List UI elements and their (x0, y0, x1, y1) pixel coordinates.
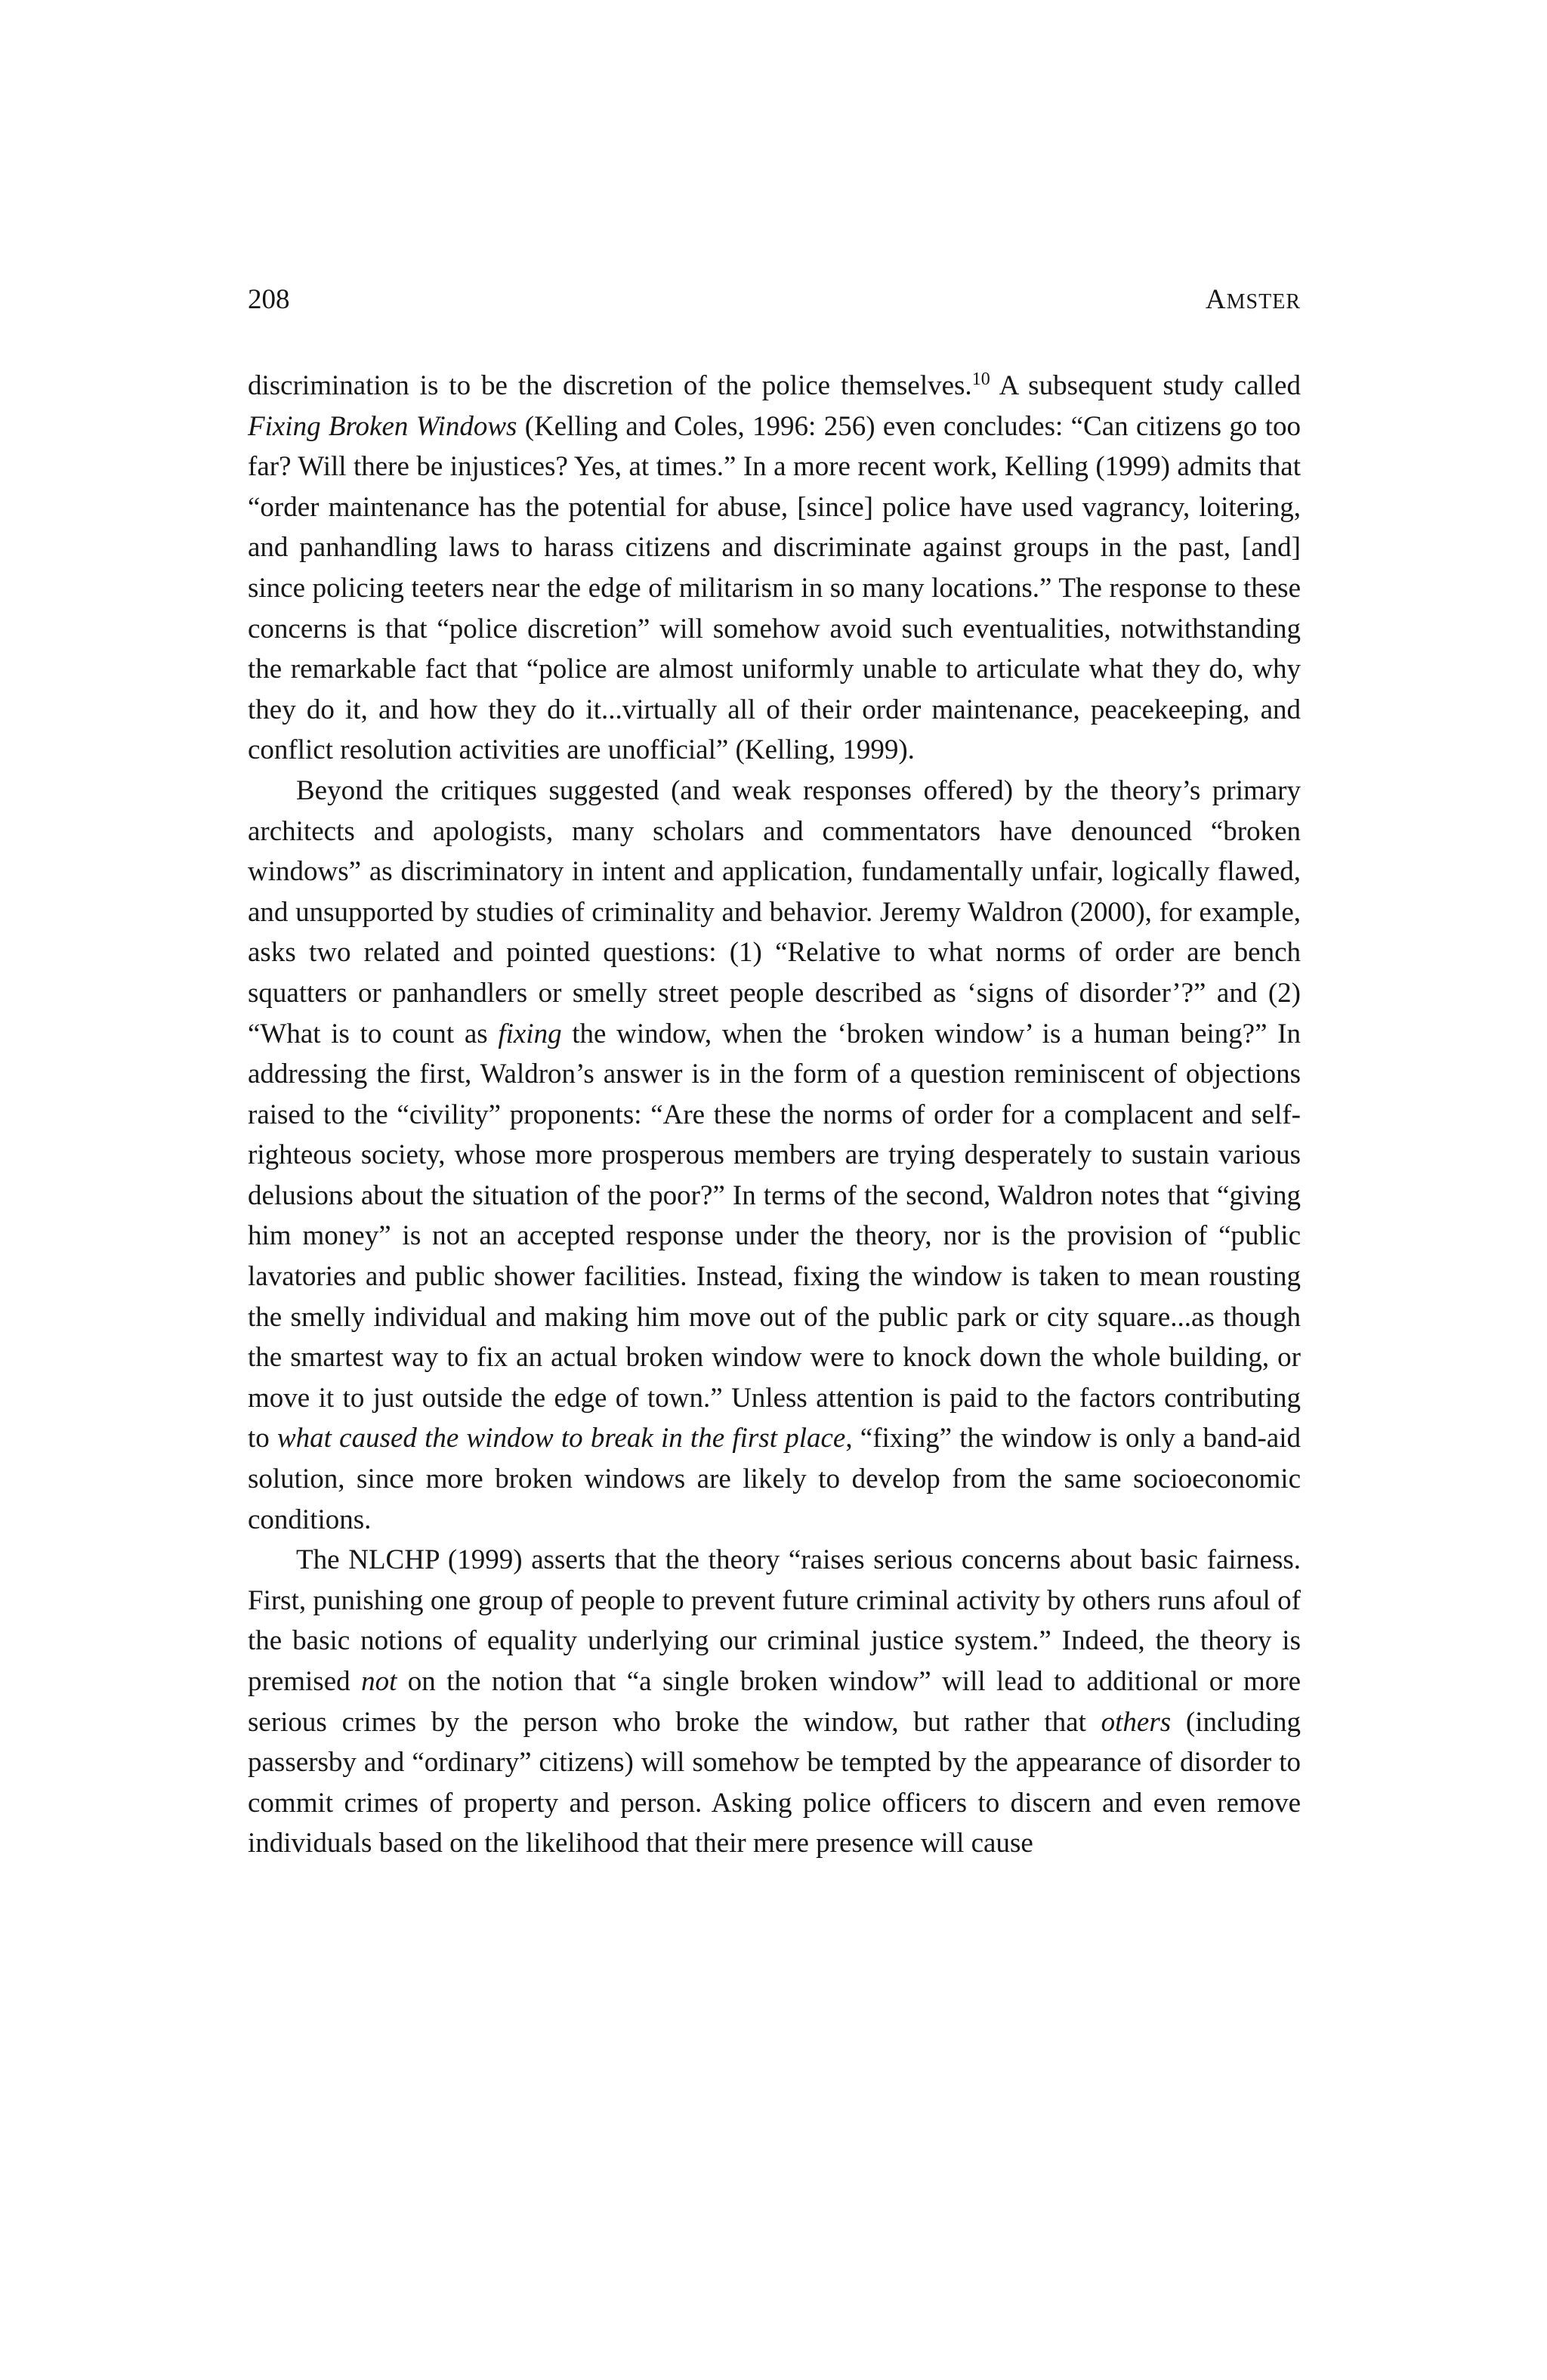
italic-run: what caused the window to break in the first place (277, 1423, 846, 1454)
italic-run: not (361, 1666, 397, 1697)
text-run: A subsequent study called (990, 370, 1301, 401)
author-small-caps: MSTER (1226, 290, 1301, 314)
text-run: on the notion that “a single broken window” will lead to additional or more serious crimes by the person who broke the window, but rather that (248, 1666, 1301, 1738)
paragraph-nlchp (248, 1540, 1301, 1864)
page-number: 208 (248, 284, 290, 315)
italic-run: others (1101, 1706, 1172, 1738)
paragraph-critiques (248, 771, 1301, 1540)
italic-run: fixing (498, 1018, 562, 1049)
footnote-marker: 10 (971, 369, 990, 389)
running-title-author (1206, 281, 1301, 321)
text-run: (including passersby and “ordinary” citizens) will somehow be tempted by the appearance of disorder to commit crimes of property and person. Asking police officers to discern and even remove individuals based on the likelihood that their mere presence will cause (248, 1706, 1301, 1859)
paragraph-continued (248, 366, 1301, 771)
text-run: The NLCHP (1999) asserts that the theory “raises serious concerns about basic fairness. First, punishing one group of people to prevent future criminal activity by others runs afoul of the basic notions of equality underlying our criminal justice system.” Indeed, the theory is premised (248, 1544, 1301, 1697)
text-run: discrimination is to be the discretion of the police themselves. (248, 370, 972, 401)
author-initial: A (1205, 284, 1227, 315)
book-title-italic: Fixing Broken Windows (248, 410, 517, 442)
text-run: (Kelling and Coles, 1996: 256) even concludes: “Can citizens go too far? Will there be injustices? Yes, at times.” In a more recent work, Kelling (1999) admits that “order maintenance has the potential for abuse, [since] police have used vagrancy, loitering, and panhandling laws to harass citizens and discriminate against groups in the past, [and] since policing teeters near the edge of militarism in so many locations.” The response to these concerns is that “police discretion” will somehow avoid such eventualities, notwithstanding the remarkable fact that “police are almost uniformly unable to articulate what they do, why they do it, and how they do it...virtually all of their order maintenance, peacekeeping, and conflict resolution activities are unofficial” (Kelling, 1999). (248, 410, 1301, 766)
text-run: Beyond the critiques suggested (and weak responses offered) by the theory’s primary architects and apologists, many scholars and commentators have denounced “broken windows” as discriminatory in intent and application, fundamentally unfair, logically flawed, and unsupported by studies of criminality and behavior. Jeremy Waldron (2000), for example, asks two related and pointed questions: (1) “Relative to what norms of order are bench squatters or panhandlers or smelly street people described as ‘signs of disorder’?” and (2) “What is to count as (248, 774, 1301, 1049)
text-run: , “fixing” the window is only a band-aid solution, since more broken windows are likely to develop from the same socioeconomic conditions. (248, 1423, 1302, 1535)
body-text (248, 366, 1301, 1864)
text-run: the window, when the ‘broken window’ is a human being?” In addressing the first, Waldron’s answer is in the form of a question reminiscent of objections raised to the “civility” proponents: “Are these the norms of order for a complacent and self-righteous society, whose more prosperous members are trying desperately to sustain various delusions about the situation of the poor?” In terms of the second, Waldron notes that “giving him money” is not an accepted response under the theory, nor is the provision of “public lavatories and public shower facilities. Instead, fixing the window is taken to mean rousting the smelly individual and making him move out of the public park or city square...as though the smartest way to fix an actual broken window were to knock down the whole building, or move it to just outside the edge of town.” Unless attention is paid to the factors contributing to (248, 1018, 1301, 1454)
running-head (248, 281, 1301, 319)
